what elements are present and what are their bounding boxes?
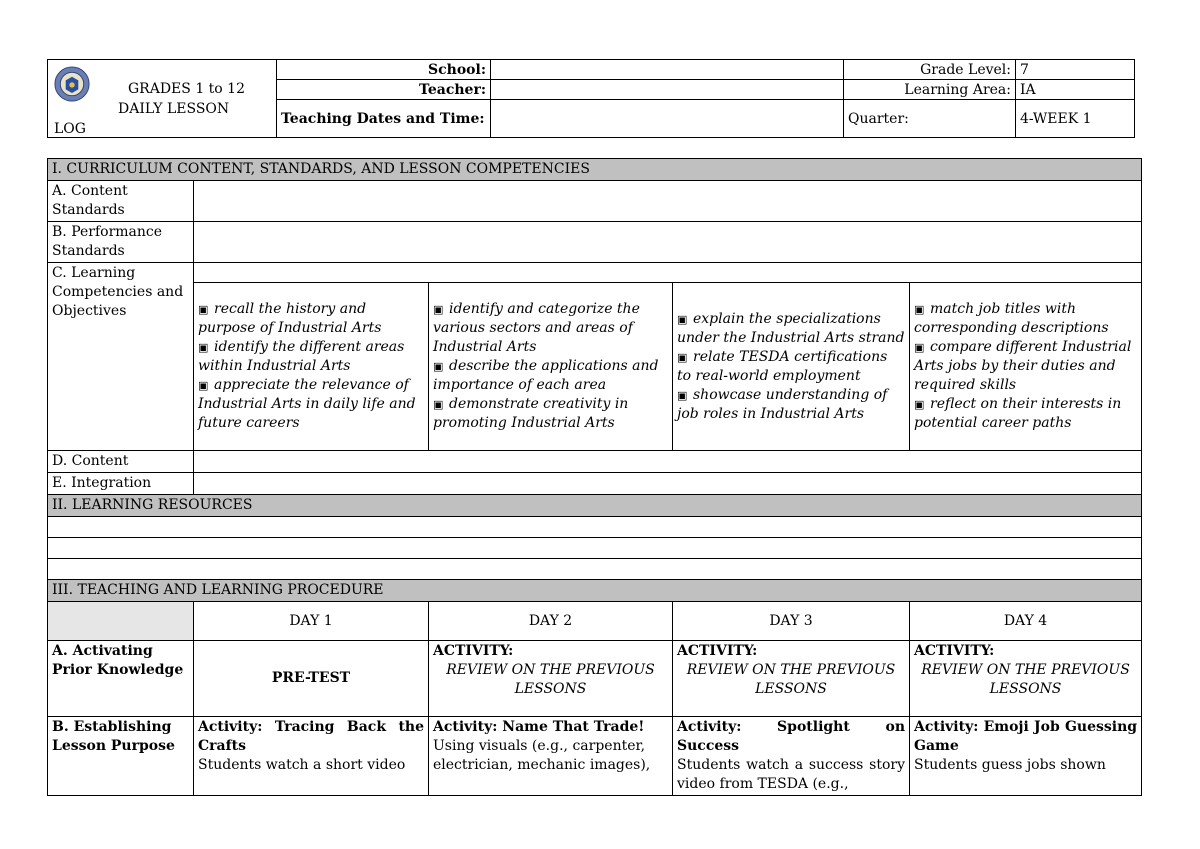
objective-item: ▣ showcase understanding of job roles in Industrial Arts	[677, 386, 888, 422]
day-3-header: DAY 3	[673, 602, 910, 641]
objective-item: ▣ demonstrate creativity in promoting Industrial Arts	[433, 396, 629, 431]
checkbox-icon: ▣	[198, 303, 209, 316]
establishing-day-3	[673, 717, 910, 796]
pretest-cell: PRE-TEST	[194, 641, 429, 717]
review-day-4	[910, 641, 1142, 717]
content-label: D. Content	[48, 451, 194, 473]
objectives-day-3	[673, 283, 910, 451]
grade-level-label: Grade Level:	[844, 60, 1016, 80]
activity-title: Activity: Emoji Job Guessing Game	[914, 719, 1138, 754]
learning-competencies-spacer	[194, 263, 1142, 283]
establishing-label: B. Establishing Lesson Purpose	[48, 717, 194, 796]
day-1-header: DAY 1	[194, 602, 429, 641]
resources-row[interactable]	[48, 517, 1142, 538]
objective-item: ▣ reflect on their interests in potential career paths	[914, 396, 1122, 431]
checkbox-icon: ▣	[433, 303, 444, 316]
checkbox-icon: ▣	[677, 350, 688, 364]
deped-seal-icon	[54, 66, 90, 102]
review-text: REVIEW ON THE PREVIOUS LESSONS	[921, 662, 1130, 697]
objective-item: ▣ identify the different areas within Industrial Arts	[198, 339, 405, 374]
teacher-label: Teacher:	[277, 80, 491, 100]
checkbox-icon: ▣	[914, 398, 925, 411]
activity-text: Students guess jobs shown	[914, 757, 1106, 773]
section-3-header: III. TEACHING AND LEARNING PROCEDURE	[48, 580, 1142, 602]
activating-label: A. Activating Prior Knowledge	[48, 641, 194, 717]
resources-row[interactable]	[48, 538, 1142, 559]
quarter-label: Quarter:	[844, 100, 1016, 138]
section-1-header: I. CURRICULUM CONTENT, STANDARDS, AND LESSON COMPETENCIES	[48, 159, 1142, 181]
objectives-day-4	[910, 283, 1142, 451]
content-standards-field[interactable]	[194, 181, 1142, 222]
activity-text: Using visuals (e.g., carpenter, electrician, mechanic images),	[433, 738, 651, 773]
objective-item: ▣ compare different Industrial Arts jobs by their duties and required skills	[914, 339, 1132, 393]
integration-label: E. Integration	[48, 473, 194, 495]
dates-label: Teaching Dates and Time:	[277, 100, 491, 138]
activity-title: Activity: Spotlight on Success	[677, 719, 905, 754]
review-text: REVIEW ON THE PREVIOUS LESSONS	[446, 662, 655, 697]
performance-standards-label: B. Performance Standards	[48, 222, 194, 263]
content-standards-label: A. Content Standards	[48, 181, 194, 222]
day-header-blank	[48, 602, 194, 641]
quarter-value[interactable]: 4-WEEK 1	[1016, 100, 1135, 138]
activity-label: ACTIVITY:	[914, 643, 995, 659]
activity-title: Activity: Name That Trade!	[433, 719, 645, 735]
resources-row[interactable]	[48, 559, 1142, 580]
section-2-header: II. LEARNING RESOURCES	[48, 495, 1142, 517]
checkbox-icon: ▣	[914, 303, 925, 316]
objective-item: ▣ describe the applications and importance of each area	[433, 358, 659, 393]
objective-item: ▣ explain the specializations under the Industrial Arts strand	[677, 310, 905, 346]
content-field[interactable]	[194, 451, 1142, 473]
checkbox-icon: ▣	[433, 398, 444, 411]
learning-area-label: Learning Area:	[844, 80, 1016, 100]
title-line-2: DAILY LESSON	[118, 101, 230, 117]
objectives-day-2	[429, 283, 673, 451]
lesson-table	[47, 158, 1142, 796]
objective-item: ▣ relate TESDA certifications to real-world employment	[677, 348, 888, 384]
establishing-day-4	[910, 717, 1142, 796]
logo-title-cell	[48, 60, 277, 138]
activity-text: Students watch a short video	[198, 757, 406, 773]
title-line-3: LOG	[54, 121, 86, 137]
activity-label: ACTIVITY:	[677, 643, 758, 659]
activity-label: ACTIVITY:	[433, 643, 514, 659]
learning-competencies-label: C. Learning Competencies and Objectives	[48, 263, 194, 451]
learning-area-value[interactable]: IA	[1016, 80, 1135, 100]
checkbox-icon: ▣	[677, 312, 688, 326]
integration-field[interactable]	[194, 473, 1142, 495]
title-line-1: GRADES 1 to 12	[128, 81, 245, 97]
day-2-header: DAY 2	[429, 602, 673, 641]
objective-item: ▣ identify and categorize the various sectors and areas of Industrial Arts	[433, 301, 640, 355]
review-day-3	[673, 641, 910, 717]
day-4-header: DAY 4	[910, 602, 1142, 641]
grade-level-value[interactable]: 7	[1016, 60, 1135, 80]
review-day-2	[429, 641, 673, 717]
objectives-day-1	[194, 283, 429, 451]
school-label: School:	[277, 60, 491, 80]
performance-standards-field[interactable]	[194, 222, 1142, 263]
checkbox-icon: ▣	[433, 360, 444, 373]
objective-item: ▣ appreciate the relevance of Industrial Arts in daily life and future careers	[198, 377, 416, 431]
objective-item: ▣ match job titles with corresponding descriptions	[914, 301, 1109, 336]
checkbox-icon: ▣	[198, 341, 209, 354]
school-field[interactable]	[491, 60, 844, 80]
activity-text: Students watch a success story video from TESDA (e.g.,	[677, 757, 905, 792]
header-table	[47, 59, 1135, 138]
objective-item: ▣ recall the history and purpose of Industrial Arts	[198, 301, 382, 336]
checkbox-icon: ▣	[198, 379, 209, 392]
establishing-day-1	[194, 717, 429, 796]
checkbox-icon: ▣	[677, 388, 688, 402]
review-text: REVIEW ON THE PREVIOUS LESSONS	[686, 662, 896, 697]
establishing-day-2	[429, 717, 673, 796]
checkbox-icon: ▣	[914, 341, 925, 354]
teacher-field[interactable]	[491, 80, 844, 100]
activity-title: Activity: Tracing Back the Crafts	[198, 719, 424, 754]
dates-field[interactable]	[491, 100, 844, 138]
